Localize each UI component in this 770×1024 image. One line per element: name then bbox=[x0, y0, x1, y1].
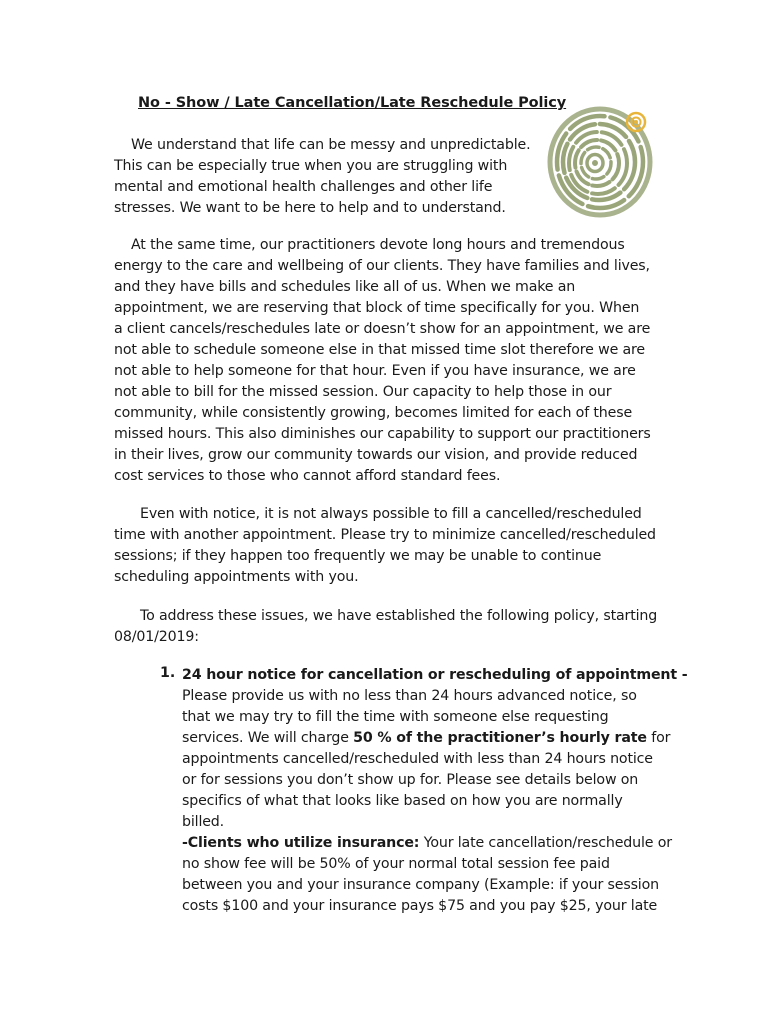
list-item-line: costs $100 and your insurance pays $75 and you pay $25, your late bbox=[182, 898, 658, 914]
list-item-line: no show fee will be 50% of your normal total session fee paid bbox=[182, 856, 610, 872]
list-item-line: billed. bbox=[182, 814, 225, 830]
body-line: not able to bill for the missed session. Our capacity to help those in our bbox=[114, 384, 612, 400]
list-item-line: appointments cancelled/rescheduled with less than 24 hours notice bbox=[182, 751, 653, 767]
list-item-line: that we may try to fill the time with someone else requesting bbox=[182, 709, 609, 725]
body-line: missed hours. This also diminishes our capability to support our practitioners bbox=[114, 426, 651, 442]
body-line: Even with notice, it is not always possible to fill a cancelled/rescheduled bbox=[140, 506, 642, 522]
intro-line: This can be especially true when you are struggling with bbox=[114, 158, 508, 174]
body-line: energy to the care and wellbeing of our clients. They have families and lives, bbox=[114, 258, 650, 274]
intro-line: stresses. We want to be here to help and to understand. bbox=[114, 200, 506, 216]
body-line: cost services to those who cannot afford standard fees. bbox=[114, 468, 501, 484]
body-line: community, while consistently growing, becomes limited for each of these bbox=[114, 405, 633, 421]
body-line: and they have bills and schedules like all of us. When we make an bbox=[114, 279, 576, 295]
list-item-charge-line: services. We will charge 50 % of the practitioner’s hourly rate for bbox=[182, 730, 671, 746]
list-item-line: Please provide us with no less than 24 hours advanced notice, so bbox=[182, 688, 637, 704]
page-title: No - Show / Late Cancellation/Late Reschedule Policy bbox=[138, 95, 567, 111]
body-line: At the same time, our practitioners devote long hours and tremendous bbox=[131, 237, 625, 253]
body-line: scheduling appointments with you. bbox=[114, 569, 359, 585]
list-item-heading: 24 hour notice for cancellation or rescheduling of appointment - bbox=[182, 667, 688, 683]
body-line: To address these issues, we have established the following policy, starting bbox=[140, 608, 658, 624]
body-line: in their lives, grow our community towards our vision, and provide reduced bbox=[114, 447, 638, 463]
body-line: a client cancels/reschedules late or doesn’t show for an appointment, we are bbox=[114, 321, 651, 337]
body-line: time with another appointment. Please try to minimize cancelled/rescheduled bbox=[114, 527, 656, 543]
list-item-line: or for sessions you don’t show up for. Please see details below on bbox=[182, 772, 639, 788]
body-line: appointment, we are reserving that block of time specifically for you. When bbox=[114, 300, 640, 316]
intro-line: mental and emotional health challenges and other life bbox=[114, 179, 493, 195]
body-line: sessions; if they happen too frequently we may be unable to continue bbox=[114, 548, 602, 564]
spiral-logo bbox=[546, 104, 654, 218]
intro-line: We understand that life can be messy and unpredictable. bbox=[131, 137, 531, 153]
body-line: not able to schedule someone else in that missed time slot therefore we are bbox=[114, 342, 646, 358]
list-item-line: specifics of what that looks like based on how you are normally bbox=[182, 793, 623, 809]
list-item-number: 1. bbox=[160, 665, 176, 681]
body-line: not able to help someone for that hour. Even if you have insurance, we are bbox=[114, 363, 636, 379]
list-item-line: between you and your insurance company (Example: if your session bbox=[182, 877, 659, 893]
body-line: 08/01/2019: bbox=[114, 629, 199, 645]
insurance-line: -Clients who utilize insurance: Your late cancellation/reschedule or bbox=[182, 835, 672, 851]
